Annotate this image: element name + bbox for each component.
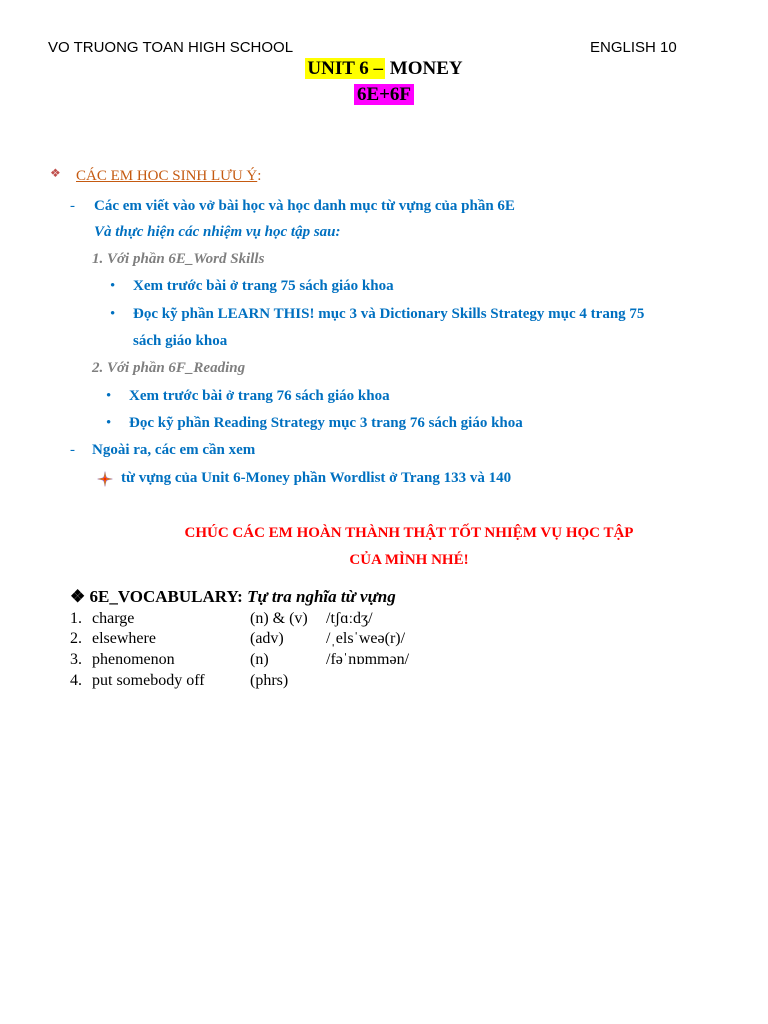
vocabulary-heading [70, 587, 396, 607]
wish-line-1: CHÚC CÁC EM HOÀN THÀNH THẬT TỐT NHIỆM VỤ HỌC TẬP [184, 525, 634, 541]
vocab-pos: (phrs) [250, 672, 289, 689]
vocab-row [70, 651, 570, 672]
vocabulary-subtitle: Tự tra nghĩa từ vựng [247, 587, 396, 606]
part-2-item-1: Xem trước bài ở trang 76 sách giáo khoa [129, 388, 390, 404]
vocab-num: 3. [70, 651, 82, 668]
unit-label: UNIT 6 – [307, 58, 384, 79]
vocab-row [70, 630, 570, 651]
vocab-word: put somebody off [92, 672, 205, 689]
part-2-item-2: Đọc kỹ phần Reading Strategy mục 3 trang 76 sách giáo khoa [129, 415, 523, 431]
vocab-ipa: /fəˈnɒmmən/ [326, 651, 410, 668]
part-1-title: 1. Với phần 6E_Word Skills [92, 251, 265, 267]
vocab-word: elsewhere [92, 630, 156, 647]
bullet-icon: • [106, 415, 112, 431]
dash-bullet: - [70, 198, 75, 214]
vocab-ipa: /ˌelsˈweə(r)/ [326, 630, 406, 647]
unit-topic: MONEY [389, 58, 463, 79]
vocab-word: phenomenon [92, 651, 175, 668]
notice-heading-text: CÁC EM HOC SINH LƯU Ý [76, 168, 258, 184]
section-label [0, 84, 768, 106]
vocab-pos: (adv) [250, 630, 284, 647]
vocab-row [70, 610, 570, 631]
notice-heading-colon: : [257, 168, 262, 184]
vocab-word: charge [92, 610, 135, 627]
wish-line-2: CỦA MÌNH NHÉ! [349, 552, 469, 568]
bullet-icon: • [110, 278, 116, 294]
vocab-row [70, 672, 570, 693]
part-2-title: 2. Với phần 6F_Reading [92, 360, 246, 376]
vocabulary-title: 6E_VOCABULARY: [89, 587, 243, 606]
part-1-item-2: Đọc kỹ phần LEARN THIS! mục 3 và Dictionary Skills Strategy mục 4 trang 75 [133, 306, 645, 322]
notice-line-2: Và thực hiện các nhiệm vụ học tập sau: [94, 224, 341, 240]
wordlist-line: từ vựng của Unit 6-Money phần Wordlist ở Trang 133 và 140 [121, 470, 512, 486]
notice-line-1: Các em viết vào vở bài học và học danh mục từ vựng của phần 6E [94, 198, 515, 214]
part-1-item-2-cont: sách giáo khoa [133, 333, 228, 349]
vocab-num: 4. [70, 672, 82, 689]
bullet-icon: • [110, 306, 116, 322]
section-highlight: 6E+6F [354, 84, 414, 105]
vocab-pos: (n) [250, 651, 269, 668]
vocab-num: 2. [70, 630, 82, 647]
school-name: VO TRUONG TOAN HIGH SCHOOL [48, 39, 294, 56]
diamond-bullet-icon: ❖ [50, 166, 61, 180]
vocab-pos: (n) & (v) [250, 610, 308, 627]
plus-star-icon [97, 471, 113, 487]
part-1-item-1: Xem trước bài ở trang 75 sách giáo khoa [133, 278, 394, 294]
bullet-icon: • [106, 388, 112, 404]
dash-bullet: - [70, 442, 75, 458]
notice-heading [76, 168, 261, 185]
page-title [0, 58, 768, 80]
subject-name: ENGLISH 10 [590, 39, 677, 56]
extra-line: Ngoài ra, các em cần xem [92, 442, 256, 458]
vocab-num: 1. [70, 610, 82, 627]
diamond-bullet-icon: ❖ [70, 587, 86, 606]
vocab-ipa: /tʃɑːdʒ/ [326, 610, 373, 627]
